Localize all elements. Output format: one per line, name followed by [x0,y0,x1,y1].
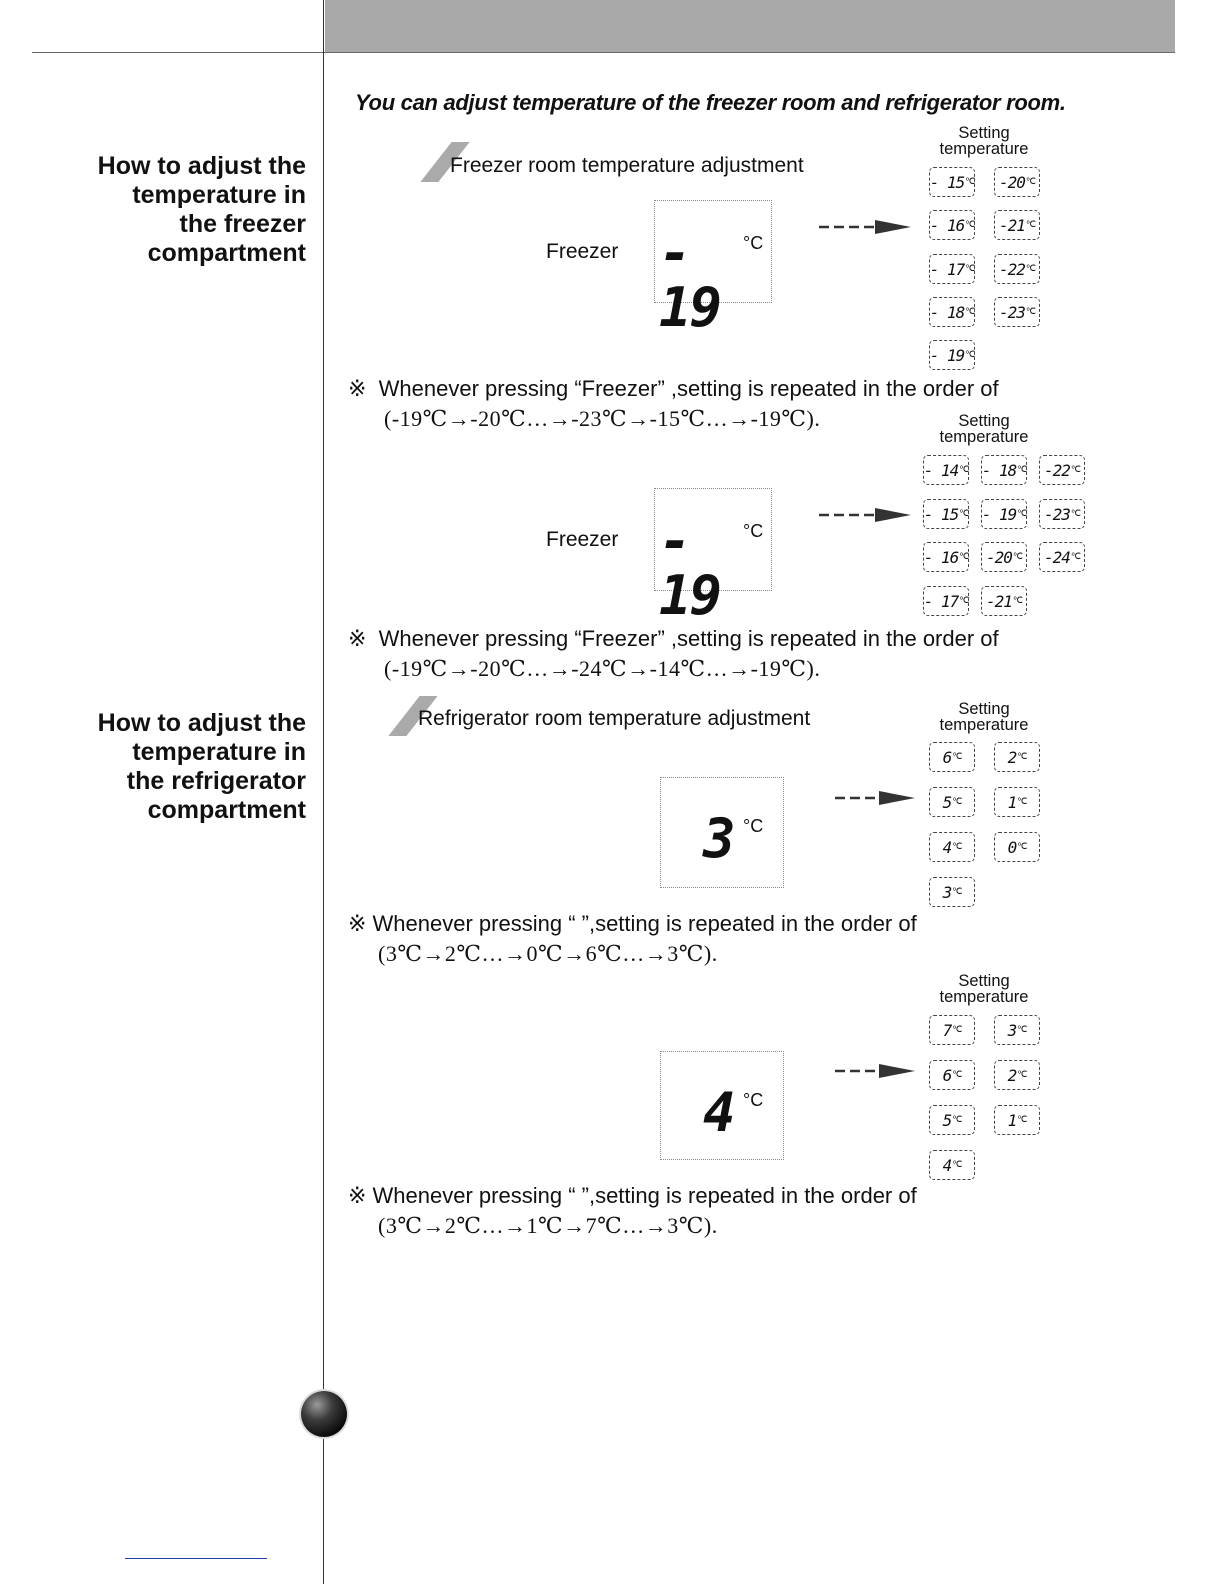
freezer-sequence: (-19℃→-20℃…→-24℃→-14℃…→-19℃). [384,656,821,681]
chip-value: - 18 [981,460,1017,480]
chip-unit: ℃ [952,887,962,897]
setting-chip [1039,455,1085,485]
chip-value: 4 [942,837,952,857]
setting-chip [929,877,975,907]
display-digits: 4 [703,1081,734,1144]
display-unit: °C [743,1090,764,1110]
arrow-icon [817,217,913,237]
chip-unit: ℃ [959,552,969,562]
freezer-label: Freezer [546,528,619,551]
setting-chip [1039,542,1085,572]
chip-value: 2 [1007,1065,1017,1085]
chip-unit: ℃ [1012,596,1022,606]
chip-unit: ℃ [952,1160,962,1170]
display-unit: °C [743,233,764,253]
note-text: Whenever pressing “Freezer” ,setting is repeated in the order of [378,376,999,401]
chip-value: 7 [942,1020,952,1040]
fridge-section-heading: How to adjust the temperature in the refrigerator compartment [97,709,306,824]
margin-rule [323,0,324,1584]
fridge-subheading: Refrigerator room temperature adjustment [418,707,811,730]
chip-unit: ℃ [965,307,975,317]
chip-unit: ℃ [1025,307,1035,317]
setting-chip [994,742,1040,772]
chip-unit: ℃ [952,1025,962,1035]
setting-chip [994,297,1040,327]
header-bar [325,0,1175,53]
setting-chip [994,1015,1040,1045]
chip-unit: ℃ [1012,552,1022,562]
chip-value: -23 [1043,504,1070,524]
setting-chip [981,499,1027,529]
chip-value: 5 [942,1110,952,1130]
chip-value: - 17 [923,591,959,611]
setting-chip [923,542,969,572]
freezer-label: Freezer [546,240,619,263]
setting-chip [929,1060,975,1090]
freezer-display [654,488,772,627]
fridge-sequence: (3℃→2℃…→1℃→7℃…→3℃). [378,1213,718,1238]
chip-value: -20 [998,172,1025,192]
setting-chip [994,167,1040,197]
chip-unit: ℃ [952,842,962,852]
chip-value: -21 [985,591,1012,611]
display-unit: °C [743,521,764,541]
chip-unit: ℃ [952,1070,962,1080]
chip-value: 0 [1007,837,1017,857]
setting-chip [1039,499,1085,529]
footer-link-line [125,1558,267,1559]
chip-value: - 17 [929,259,965,279]
chip-unit: ℃ [1017,797,1027,807]
setting-chip [929,832,975,862]
setting-chip [994,787,1040,817]
chip-value: -20 [985,547,1012,567]
chip-value: -23 [998,302,1025,322]
freezer-subheading: Freezer room temperature adjustment [450,154,804,177]
setting-chip [929,210,975,240]
chip-value: 2 [1007,747,1017,767]
chip-value: 4 [942,1155,952,1175]
chip-unit: ℃ [1017,465,1027,475]
setting-chip [981,455,1027,485]
chip-value: 1 [1007,792,1017,812]
chip-unit: ℃ [959,465,969,475]
setting-chip [929,340,975,370]
chip-unit: ℃ [1025,177,1035,187]
setting-chip [929,742,975,772]
chip-value: 5 [942,792,952,812]
arrow-icon [833,1061,929,1081]
setting-chip [994,210,1040,240]
chip-unit: ℃ [965,264,975,274]
setting-chip [981,586,1027,616]
freezer-note [348,626,999,652]
setting-chip [929,297,975,327]
chip-unit: ℃ [1025,264,1035,274]
display-unit: °C [743,816,764,836]
chip-unit: ℃ [1017,842,1027,852]
chip-unit: ℃ [965,350,975,360]
chip-value: 1 [1007,1110,1017,1130]
chip-unit: ℃ [1017,1070,1027,1080]
note-mark: ※ [348,626,367,651]
freezer-section-heading: How to adjust the temperature in the freezer compartment [97,152,306,267]
chip-unit: ℃ [1025,220,1035,230]
setting-chip [929,787,975,817]
freezer-sequence: (-19℃→-20℃…→-23℃→-15℃…→-19℃). [384,406,821,431]
setting-temperature-header: Setting temperature [939,972,1029,1006]
chip-unit: ℃ [965,177,975,187]
chip-unit: ℃ [1017,1115,1027,1125]
chip-unit: ℃ [952,752,962,762]
chip-unit: ℃ [959,509,969,519]
setting-grid [929,742,1049,912]
setting-chip [994,832,1040,862]
setting-chip [923,455,969,485]
chip-value: 6 [942,747,952,767]
setting-chip [994,254,1040,284]
freezer-display [654,200,772,339]
setting-grid [929,1015,1049,1185]
chip-value: 3 [1007,1020,1017,1040]
setting-temperature-header: Setting temperature [939,412,1029,446]
setting-chip [981,542,1027,572]
note-text: Whenever pressing “Freezer” ,setting is repeated in the order of [378,626,999,651]
setting-chip [929,254,975,284]
setting-temperature-header: Setting temperature [939,124,1029,158]
chip-value: - 14 [923,460,959,480]
arrow-icon [817,505,913,525]
chip-value: - 15 [923,504,959,524]
fridge-note: ※ Whenever pressing “ ”,setting is repeated in the order of [348,1183,917,1208]
chip-unit: ℃ [1017,1025,1027,1035]
chip-unit: ℃ [1070,465,1080,475]
setting-chip [994,1060,1040,1090]
chip-unit: ℃ [1017,509,1027,519]
setting-chip [929,167,975,197]
display-digits: 3 [703,807,734,870]
setting-temperature-header: Setting temperature [939,700,1029,734]
chip-value: - 18 [929,302,965,322]
header-rule [32,52,1175,53]
arrow-icon [833,788,929,808]
chip-value: 6 [942,1065,952,1085]
note-mark: ※ [348,376,367,401]
chip-value: - 16 [923,547,959,567]
chip-unit: ℃ [1017,752,1027,762]
chip-unit: ℃ [952,797,962,807]
chip-value: -22 [1043,460,1070,480]
intro-text: You can adjust temperature of the freezer room and refrigerator room. [355,90,1066,115]
fridge-note: ※ Whenever pressing “ ”,setting is repeated in the order of [348,911,917,936]
chip-value: - 19 [981,504,1017,524]
fridge-display [660,777,784,888]
chip-unit: ℃ [965,220,975,230]
setting-chip [929,1105,975,1135]
chip-unit: ℃ [1070,552,1080,562]
display-digits: - 19 [659,222,721,339]
setting-chip [994,1105,1040,1135]
chip-unit: ℃ [959,596,969,606]
chip-value: -24 [1043,547,1070,567]
chip-value: - 16 [929,215,965,235]
page-ball-icon [301,1391,347,1437]
fridge-sequence: (3℃→2℃…→0℃→6℃…→3℃). [378,941,718,966]
chip-value: - 19 [929,345,965,365]
chip-unit: ℃ [1070,509,1080,519]
display-digits: - 19 [659,510,721,627]
chip-value: 3 [942,882,952,902]
setting-chip [923,499,969,529]
setting-chip [923,586,969,616]
setting-grid [923,455,1088,625]
chip-value: -21 [998,215,1025,235]
setting-chip [929,1150,975,1180]
setting-chip [929,1015,975,1045]
freezer-note [348,376,999,402]
chip-value: - 15 [929,172,965,192]
chip-unit: ℃ [952,1115,962,1125]
setting-grid [929,167,1049,377]
fridge-display [660,1051,784,1160]
chip-value: -22 [998,259,1025,279]
